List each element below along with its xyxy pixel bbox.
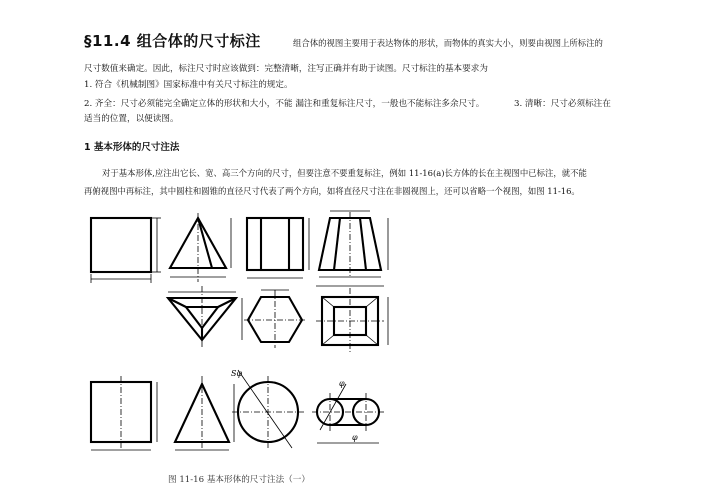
intro-line-4b: 3. 清晰：尺寸必须标注在 xyxy=(514,99,611,109)
intro-line-3: 1. 符合《机械制图》国家标准中有关尺寸标注的规定。 xyxy=(84,80,293,90)
frustum-top-view xyxy=(316,286,388,352)
phi-top-label: φ xyxy=(339,379,345,388)
intro-line-1: 组合体的视图主要用于表达物体的形状，而物体的真实大小，则要由视图上所标注的 xyxy=(293,38,603,48)
intro-line-5: 适当的位置，以便读图。 xyxy=(84,114,179,124)
paragraph-line-2: 再俯视图中再标注，其中圆柱和圆锥的直径尺寸代表了两个方向，如将直径尺寸注在非圆视图上，还可以省略一个视图，如图 11-16。 xyxy=(84,186,580,196)
hexagon-top-view xyxy=(244,290,306,348)
sphere-dimension-label: Sφ xyxy=(231,369,243,378)
cuboid-front-view xyxy=(91,218,161,283)
slot-shape-view xyxy=(312,379,384,443)
triangular-pyramid-top-view xyxy=(168,286,242,348)
sphere-view xyxy=(231,369,304,448)
subsection-title: 1 基本形体的尺寸注法 xyxy=(84,142,180,153)
figure-caption: 图 11-16 基本形体的尺寸注法（一） xyxy=(168,475,310,485)
frustum-front-view xyxy=(319,211,388,277)
section-heading: §11.4 组合体的尺寸标注 xyxy=(84,32,261,50)
cylinder-front-view xyxy=(91,376,157,450)
intro-line-2: 尺寸数值来确定。因此，标注尺寸时应该做到：完整清晰，注写正确并有助于读图。尺寸标注的基本要求为 xyxy=(84,64,488,74)
cone-front-view xyxy=(175,376,234,450)
paragraph-line-1: 对于基本形体,应注出它长、宽、高三个方向的尺寸，但要注意不要重复标注，例如 11-16(a)长方体的长在主视图中已标注，就不能 xyxy=(102,168,587,178)
intro-line-4a: 2. 齐全：尺寸必须能完全确定立体的形状和大小，不能 漏注和重复标注尺寸，一般也不能标注多余尺寸。 xyxy=(84,99,485,109)
prism-front-view xyxy=(247,218,309,278)
phi-bottom-label: φ xyxy=(352,433,358,442)
pyramid-front-view xyxy=(170,213,231,282)
